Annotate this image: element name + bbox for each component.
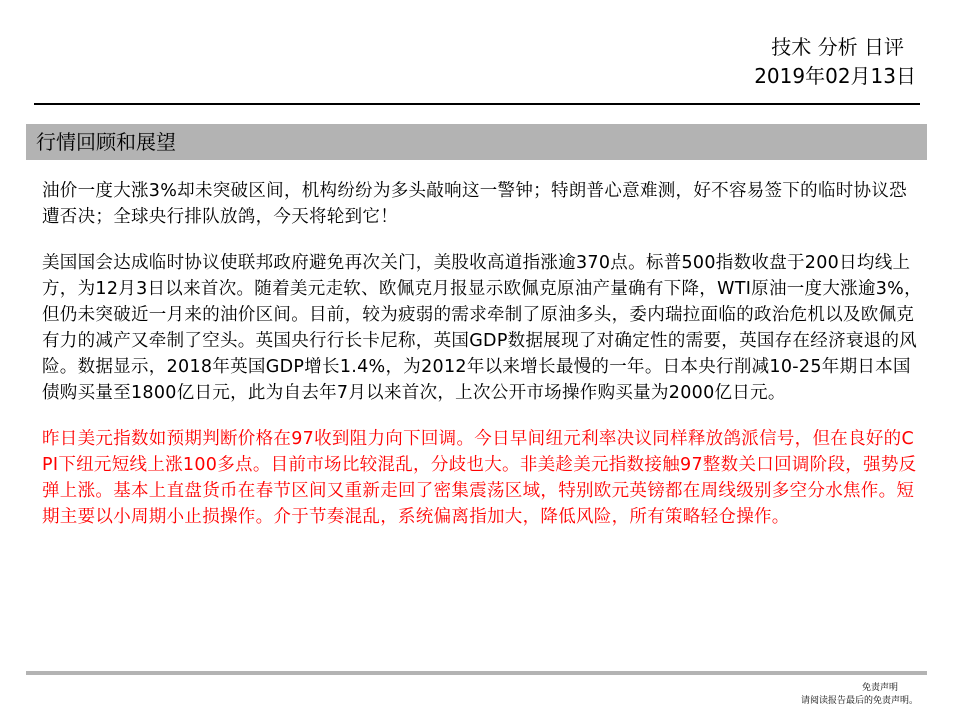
disclaimer-title: 免责声明 bbox=[861, 683, 898, 693]
intro-paragraph: 油价一度大涨3%却未突破区间，机构纷纷为多头敲响这一警钟；特朗普心意难测，好不容易签下的临时协议恐遭否决；全球央行排队放鸽，今天将轮到它！ bbox=[42, 181, 907, 227]
report-title: 技术 分析 日评 bbox=[771, 35, 904, 59]
section-header-bar bbox=[26, 124, 927, 160]
news-paragraph: 美国国会达成临时协议使联邦政府避免再次关门，美股收高道指涨逾370点。标普500指数收盘于200日均线上方，为12月3日以来首次。随着美元走软、欧佩克月报显示欧佩克原油产量确有下降，WTI原油一度大涨逾3%，但仍未突破近一月来的油价区间。目前，较为疲弱的需求牵制了原油多头，委内瑞拉面临的政治危机以及欧佩克有力的减产又牵制了空头。英国央行行长卡尼称，英国GDP数据展现了对确定性的需要，英国存在经济衰退的风险。数据显示，2018年英国GDP增长1.4%，为2012年以来增长最慢的一年。日本央行削减10-25年期日本国债购买量至1800亿日元，此为自去年7月以来首次，上次公开市场操作购买量为2000亿日元。 bbox=[42, 253, 922, 403]
header-divider bbox=[34, 103, 920, 105]
report-date: 2019年02月13日 bbox=[754, 64, 916, 88]
section-title: 行情回顾和展望 bbox=[36, 130, 176, 154]
analysis-paragraph: 昨日美元指数如预期判断价格在97收到阻力向下回调。今日早间纽元利率决议同样释放鸽派信号，但在良好的CPI下纽元短线上涨100多点。目前市场比较混乱，分歧也大。非美趁美元指数接触97整数关口回调阶段，强势反弹上涨。基本上直盘货币在春节区间又重新走回了密集震荡区域，特别欧元英镑都在周线级别多空分水焦作。短期主要以小周期小止损操作。介于节奏混乱，系统偏离指加大，降低风险，所有策略轻仓操作。 bbox=[42, 429, 917, 527]
footer-divider bbox=[26, 671, 927, 675]
article-body bbox=[42, 178, 922, 550]
disclaimer-note: 请阅读报告最后的免责声明。 bbox=[800, 696, 918, 706]
